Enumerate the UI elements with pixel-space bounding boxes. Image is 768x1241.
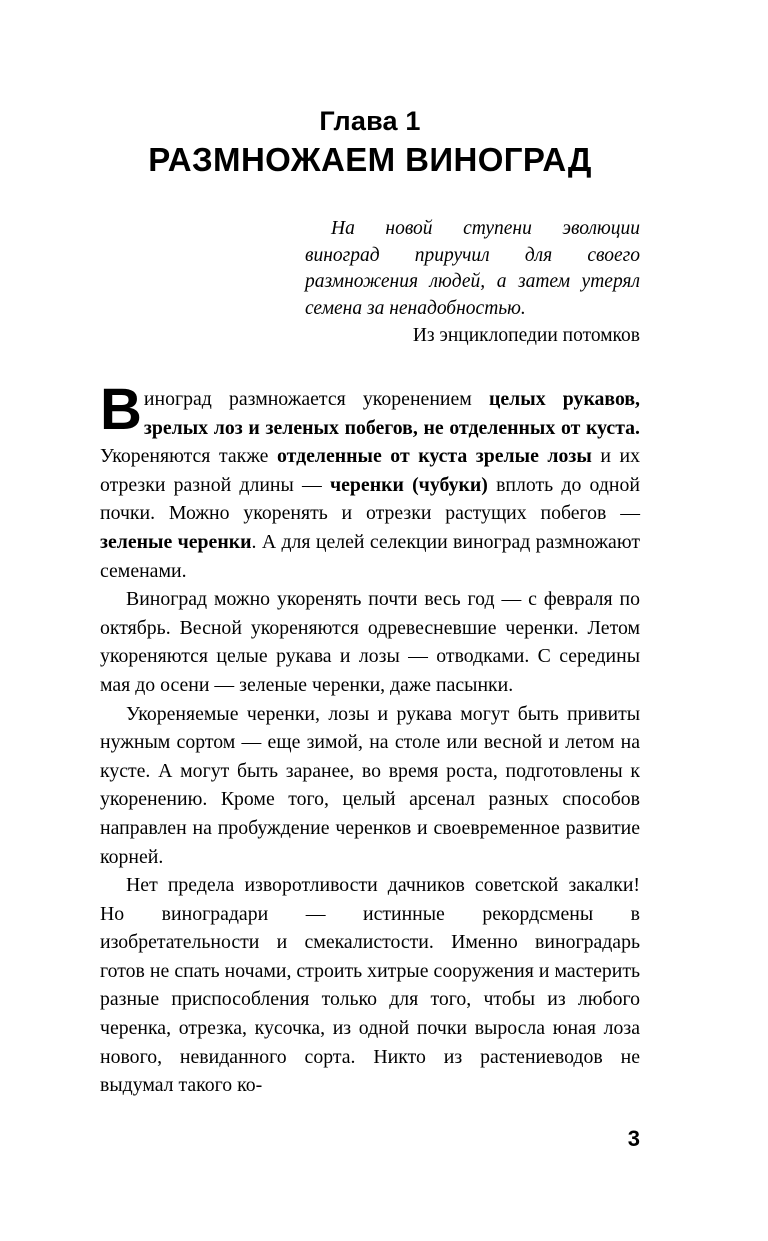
body-text-column (100, 377, 641, 1100)
paragraph-1-run-1: иноград размножается укоренением (143, 388, 489, 410)
page-number: 3 (627, 1126, 640, 1151)
chapter-heading (100, 104, 640, 180)
drop-cap-letter: В (100, 377, 142, 442)
paragraph-1-run-5: . А для целей селекции виноград размножают семенами. (100, 530, 640, 582)
paragraph-3: Укореняемые черенки, лозы и рукава могут быть привиты нужным сортом — еще зимой, на столе или весной и летом на кусте. А могут быть заранее, во время роста, подготовлены к укоренению. Кроме того, целый арсенал разных способов направлен на пробуждение черенков и своевременное развитие корней. (100, 702, 640, 868)
paragraph-1-bold-4: зеленые черенки (100, 530, 252, 553)
paragraph-1-bold-3: черенки (чубуки) (329, 473, 488, 496)
paragraph-4: Нет предела изворотливости дачников советской закалки! Но виноградари — истинные рекордсмены в изобретательности и смекалистости. Именно виноградарь готов не спать ночами, строить хитрые сооружения и мастерить разные приспособления только для того, чтобы из любого черенка, отрезка, кусочка, из одной почки выросла юная лоза нового, невиданного сорта. Никто из растениеводов не выдумал такого ко- (100, 874, 640, 1097)
epigraph-source: Из энциклопедии потомков (412, 325, 640, 346)
chapter-number: Глава 1 (319, 106, 421, 136)
paragraph-2: Виноград можно укоренять почти весь год — с февраля по октябрь. Весной укореняются одревесневшие черенки. Летом укореняются целые рукава и лозы — отводками. С середины мая до осени — зеленые черенки, даже пасынки. (100, 588, 640, 696)
paragraph-1-bold-1: целых рукавов, зрелых лоз и зеленых побегов, не отделенных от куста. (143, 388, 641, 439)
epigraph-text: На новой ступени эволюции виноград приручил для своего размножения людей, а затем утерял семена за ненадобностью. (305, 218, 640, 319)
paragraph-1-bold-2: отделенные от куста зрелые лозы (276, 445, 592, 468)
paragraph-1 (100, 377, 641, 585)
paragraph-1-run-2: Укореняются также (100, 445, 277, 468)
epigraph-block (305, 216, 640, 350)
paragraph-1-run-4: вплоть до одной почки. Можно укоренять и отрезки растущих побегов — (100, 473, 640, 525)
chapter-title: РАЗМНОЖАЕМ ВИНОГРАД (148, 141, 592, 178)
paragraph-1-run-3: и их отрезки разной длины — (100, 445, 640, 496)
